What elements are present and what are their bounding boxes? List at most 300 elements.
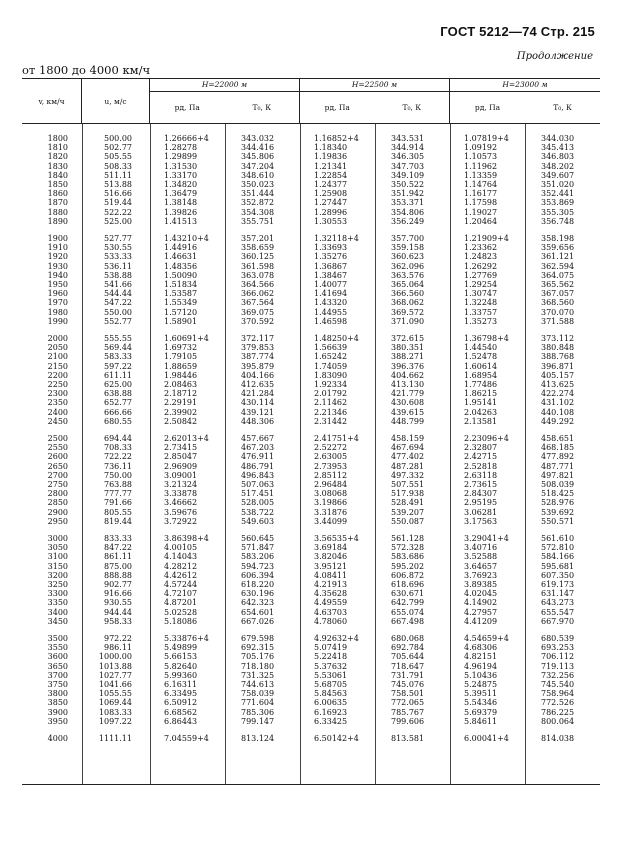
cell-t: 487.281 (391, 461, 425, 471)
cell-p: 1.25908 (314, 189, 348, 199)
cell-t: 758.501 (391, 689, 425, 699)
cell-p: 2.84307 (464, 489, 498, 499)
cell-p: 2.04263 (464, 407, 498, 417)
cell-t: 758.039 (241, 689, 275, 699)
cell-p: 5.69379 (464, 707, 498, 717)
cell-p: 2.52272 (314, 443, 348, 453)
cell-t: 528.976 (541, 498, 575, 508)
cell-t: 387.774 (241, 352, 275, 362)
cell-t: 772.526 (541, 698, 575, 708)
cell-p: 5.22418 (314, 652, 348, 662)
cell-u: 513.88 (104, 179, 132, 189)
row-block (22, 134, 600, 226)
table-row (22, 434, 600, 443)
table-header (22, 78, 600, 124)
cell-t: 550.087 (391, 516, 425, 526)
group-title: H=22000 м (150, 79, 299, 92)
cell-t: 486.791 (241, 461, 275, 471)
cell-t: 344.914 (391, 143, 425, 153)
cell-p: 4.96194 (464, 661, 498, 671)
cell-v: 1980 (47, 307, 68, 317)
cell-t: 693.253 (541, 643, 575, 653)
cell-t: 517.451 (241, 489, 275, 499)
table-row (22, 662, 600, 671)
cell-u: 791.66 (104, 498, 132, 508)
cell-p: 1.40077 (314, 279, 348, 289)
cell-u: 550.00 (104, 307, 132, 317)
cell-p: 5.53061 (314, 670, 348, 680)
cell-p: 1.44916 (164, 243, 198, 253)
cell-p: 1.09192 (464, 143, 498, 153)
cell-p: 1.24823 (464, 252, 498, 262)
table-row (22, 171, 600, 180)
cell-u: 986.11 (104, 643, 132, 653)
cell-t: 363.576 (391, 270, 425, 280)
table-row (22, 443, 600, 452)
cell-t: 365.562 (541, 279, 575, 289)
cell-p: 1.56639 (314, 343, 348, 353)
cell-t: 355.305 (541, 207, 575, 217)
table-row (22, 143, 600, 152)
cell-t: 507.063 (241, 479, 275, 489)
cell-u: 888.88 (104, 570, 132, 580)
cell-v: 2150 (47, 361, 68, 371)
table-row (22, 243, 600, 252)
cell-v: 3850 (47, 698, 68, 708)
cell-t: 364.075 (541, 270, 575, 280)
cell-p: 1.32248 (464, 298, 498, 308)
cell-t: 421.284 (241, 389, 275, 399)
cell-t: 813.581 (391, 734, 425, 743)
table-row (22, 652, 600, 661)
cell-t: 584.166 (541, 552, 575, 562)
page-number: Стр. 215 (540, 24, 595, 39)
cell-t: 771.604 (241, 698, 275, 708)
cell-v: 1850 (47, 179, 68, 189)
table-row (22, 698, 600, 707)
cell-u: 750.00 (104, 470, 132, 480)
cell-p: 2.96909 (164, 461, 198, 471)
cell-p: 2.21346 (314, 407, 348, 417)
cell-t: 396.871 (541, 361, 575, 371)
col-header-p: pд, Па (174, 103, 200, 112)
cell-p: 1.22854 (314, 170, 348, 180)
cell-t: 395.879 (241, 361, 275, 371)
cell-p: 4.68306 (464, 643, 498, 653)
cell-t: 595.681 (541, 561, 575, 571)
cell-p: 4.00105 (164, 543, 198, 553)
cell-t: 380.848 (541, 343, 575, 353)
cell-p: 1.83090 (314, 370, 348, 380)
cell-u: 502.77 (104, 143, 132, 153)
cell-t: 380.351 (391, 343, 425, 353)
cell-t: 561.610 (541, 534, 575, 543)
row-block (22, 434, 600, 526)
cell-u: 522.22 (104, 207, 132, 217)
table-row (22, 689, 600, 698)
group-header (300, 79, 450, 123)
cell-p: 5.24875 (464, 679, 498, 689)
cell-p: 3.95121 (314, 561, 348, 571)
cell-t: 745.076 (391, 679, 425, 689)
col-header-v: v, км/ч (22, 79, 82, 123)
cell-p: 3.29041+4 (464, 534, 509, 543)
cell-p: 3.64657 (464, 561, 498, 571)
cell-t: 365.064 (391, 279, 425, 289)
standard-number: ГОСТ 5212—74 (440, 24, 537, 39)
cell-p: 1.43210+4 (164, 234, 209, 243)
cell-p: 1.17598 (464, 198, 498, 208)
cell-v: 2500 (47, 434, 68, 443)
cell-t: 606.872 (391, 570, 425, 580)
cell-v: 1870 (47, 198, 68, 208)
cell-t: 814.038 (541, 734, 575, 743)
cell-t: 388.271 (391, 352, 425, 362)
cell-p: 1.98446 (164, 370, 198, 380)
cell-p: 4.57244 (164, 579, 198, 589)
cell-u: 530.55 (104, 243, 132, 253)
cell-t: 719.113 (541, 661, 575, 671)
cell-p: 6.33495 (164, 689, 198, 699)
cell-p: 1.74059 (314, 361, 348, 371)
cell-v: 2950 (47, 516, 68, 526)
cell-t: 356.748 (541, 216, 575, 226)
table-row (22, 262, 600, 271)
cell-p: 1.07819+4 (464, 134, 509, 143)
cell-t: 679.598 (241, 634, 275, 643)
cell-v: 3150 (47, 561, 68, 571)
cell-v: 3950 (47, 716, 68, 726)
cell-t: 362.096 (391, 261, 425, 271)
cell-t: 349.109 (391, 170, 425, 180)
cell-p: 1.57120 (164, 307, 198, 317)
table-row (22, 680, 600, 689)
cell-t: 631.147 (541, 589, 575, 599)
table-row (22, 717, 600, 726)
cell-p: 3.31876 (314, 507, 348, 517)
cell-u: 536.11 (104, 261, 132, 271)
table-row (22, 580, 600, 589)
cell-p: 2.73615 (464, 479, 498, 489)
cell-t: 642.323 (241, 598, 275, 608)
cell-p: 1.11962 (464, 161, 498, 171)
cell-t: 655.547 (541, 607, 575, 617)
cell-p: 1.21341 (314, 161, 348, 171)
cell-t: 369.075 (241, 307, 275, 317)
cell-u: 1013.88 (98, 661, 132, 671)
cell-t: 360.623 (391, 252, 425, 262)
cell-t: 458.159 (391, 434, 425, 443)
cell-p: 6.33425 (314, 716, 348, 726)
cell-p: 2.01792 (314, 389, 348, 399)
cell-p: 1.50090 (164, 270, 198, 280)
cell-p: 2.95195 (464, 498, 498, 508)
cell-p: 4.82151 (464, 652, 498, 662)
cell-t: 347.204 (241, 161, 275, 171)
cell-t: 413.625 (541, 379, 575, 389)
cell-p: 6.16311 (164, 679, 198, 689)
table-row (22, 671, 600, 680)
cell-u: 1097.22 (98, 716, 132, 726)
cell-t: 372.615 (391, 334, 425, 343)
cell-p: 1.36798+4 (464, 334, 509, 343)
col-header-p: pд, Па (324, 103, 350, 112)
cell-p: 6.86443 (164, 716, 198, 726)
cell-t: 477.892 (541, 452, 575, 462)
cell-p: 2.63005 (314, 452, 348, 462)
cell-t: 667.498 (391, 616, 425, 626)
cell-v: 2800 (47, 489, 68, 499)
cell-u: 638.88 (104, 389, 132, 399)
cell-t: 487.771 (541, 461, 575, 471)
cell-t: 458.651 (541, 434, 575, 443)
cell-p: 2.13581 (464, 416, 498, 426)
cell-v: 1960 (47, 289, 68, 299)
continuation-label: Продолжение (516, 51, 593, 62)
cell-v: 3350 (47, 598, 68, 608)
row-block (22, 634, 600, 726)
col-header-t: T₀, К (402, 103, 422, 112)
cell-p: 5.02528 (164, 607, 198, 617)
cell-t: 606.394 (241, 570, 275, 580)
cell-t: 655.074 (391, 607, 425, 617)
cell-p: 5.49899 (164, 643, 198, 653)
cell-t: 371.090 (391, 316, 425, 326)
cell-p: 1.92334 (314, 379, 348, 389)
cell-v: 1840 (47, 170, 68, 180)
cell-p: 1.28996 (314, 207, 348, 217)
cell-p: 1.35273 (464, 316, 498, 326)
cell-t: 476.911 (241, 452, 275, 462)
cell-v: 3900 (47, 707, 68, 717)
cell-p: 1.44955 (314, 307, 348, 317)
cell-p: 3.89385 (464, 579, 498, 589)
cell-p: 1.65242 (314, 352, 348, 362)
cell-t: 361.598 (241, 261, 275, 271)
cell-t: 594.723 (241, 561, 275, 571)
cell-u: 680.55 (104, 416, 132, 426)
cell-t: 508.039 (541, 479, 575, 489)
group-header (150, 79, 300, 123)
cell-v: 1950 (47, 279, 68, 289)
cell-u: 958.33 (104, 616, 132, 626)
cell-t: 350.522 (391, 179, 425, 189)
cell-t: 800.064 (541, 716, 575, 726)
cell-u: 722.22 (104, 452, 132, 462)
table-row (22, 271, 600, 280)
cell-t: 366.062 (241, 289, 275, 299)
cell-p: 3.09001 (164, 470, 198, 480)
cell-t: 467.694 (391, 443, 425, 453)
cell-p: 1.41513 (164, 216, 198, 226)
cell-t: 497.332 (391, 470, 425, 480)
cell-v: 1900 (47, 234, 68, 243)
cell-t: 351.942 (391, 189, 425, 199)
cell-v: 2450 (47, 416, 68, 426)
cell-p: 1.58901 (164, 316, 198, 326)
cell-t: 348.202 (541, 161, 575, 171)
cell-p: 5.66153 (164, 652, 198, 662)
cell-v: 3450 (47, 616, 68, 626)
cell-t: 354.308 (241, 207, 275, 217)
cell-v: 2550 (47, 443, 68, 453)
cell-t: 343.032 (241, 134, 275, 143)
cell-t: 607.350 (541, 570, 575, 580)
cell-v: 2650 (47, 461, 68, 471)
cell-p: 4.72107 (164, 589, 198, 599)
cell-t: 595.202 (391, 561, 425, 571)
cell-u: 583.33 (104, 352, 132, 362)
cell-u: 516.66 (104, 189, 132, 199)
cell-v: 2300 (47, 389, 68, 399)
cell-p: 4.35628 (314, 589, 348, 599)
cell-t: 370.070 (541, 307, 575, 317)
cell-t: 448.306 (241, 416, 275, 426)
cell-t: 561.128 (391, 534, 425, 543)
cell-p: 2.29191 (164, 398, 198, 408)
cell-t: 745.540 (541, 679, 575, 689)
cell-t: 706.112 (541, 652, 575, 662)
cell-v: 1820 (47, 152, 68, 162)
cell-v: 2250 (47, 379, 68, 389)
cell-p: 1.60691+4 (164, 334, 209, 343)
cell-v: 1990 (47, 316, 68, 326)
row-block (22, 334, 600, 426)
table-row (22, 234, 600, 243)
cell-p: 4.14902 (464, 598, 498, 608)
cell-t: 449.292 (541, 416, 575, 426)
cell-t: 361.121 (541, 252, 575, 262)
cell-u: 1083.33 (98, 707, 132, 717)
cell-t: 550.571 (541, 516, 575, 526)
cell-v: 1860 (47, 189, 68, 199)
group-title: H=22500 м (300, 79, 449, 92)
table-row (22, 552, 600, 561)
cell-u: 555.55 (104, 334, 132, 343)
cell-p: 1.19027 (464, 207, 498, 217)
cell-p: 3.21324 (164, 479, 198, 489)
cell-u: 552.77 (104, 316, 132, 326)
table-row (22, 334, 600, 343)
cell-p: 1.34820 (164, 179, 198, 189)
cell-t: 343.531 (391, 134, 425, 143)
cell-t: 667.970 (541, 616, 575, 626)
cell-t: 457.667 (241, 434, 275, 443)
cell-p: 1.27447 (314, 198, 348, 208)
cell-t: 440.108 (541, 407, 575, 417)
cell-t: 654.601 (241, 607, 275, 617)
cell-t: 744.613 (241, 679, 275, 689)
cell-t: 439.121 (241, 407, 275, 417)
cell-t: 358.198 (541, 234, 575, 243)
cell-p: 1.36867 (314, 261, 348, 271)
cell-t: 517.938 (391, 489, 425, 499)
cell-t: 549.603 (241, 516, 275, 526)
table-row (22, 452, 600, 461)
cell-p: 1.29254 (464, 279, 498, 289)
cell-u: 547.22 (104, 298, 132, 308)
cell-p: 1.55349 (164, 298, 198, 308)
cell-u: 541.66 (104, 279, 132, 289)
table-row (22, 343, 600, 352)
cell-t: 732.256 (541, 670, 575, 680)
table-row (22, 208, 600, 217)
cell-p: 1.53587 (164, 289, 198, 299)
cell-t: 405.157 (541, 370, 575, 380)
cell-p: 3.17563 (464, 516, 498, 526)
cell-p: 1.86215 (464, 389, 498, 399)
table-row (22, 189, 600, 198)
cell-p: 1.29899 (164, 152, 198, 162)
cell-u: 1069.44 (98, 698, 132, 708)
table-row (22, 352, 600, 361)
cell-t: 346.305 (391, 152, 425, 162)
cell-p: 6.50912 (164, 698, 198, 708)
cell-p: 1.30747 (464, 289, 498, 299)
table-row (22, 162, 600, 171)
cell-t: 680.539 (541, 634, 575, 643)
cell-p: 1.51834 (164, 279, 198, 289)
cell-t: 369.572 (391, 307, 425, 317)
cell-t: 507.551 (391, 479, 425, 489)
cell-t: 366.560 (391, 289, 425, 299)
cell-t: 422.274 (541, 389, 575, 399)
cell-p: 3.44099 (314, 516, 348, 526)
cell-p: 5.18086 (164, 616, 198, 626)
cell-p: 4.49559 (314, 598, 348, 608)
cell-u: 1055.55 (98, 689, 132, 699)
cell-t: 583.206 (241, 552, 275, 562)
cell-p: 2.63118 (464, 470, 498, 480)
cell-t: 359.656 (541, 243, 575, 253)
cell-p: 5.84611 (464, 716, 498, 726)
table-row (22, 617, 600, 626)
cell-p: 4.54659+4 (464, 634, 509, 643)
col-header-p: pд, Па (474, 103, 501, 112)
cell-p: 2.23096+4 (464, 434, 509, 443)
cell-p: 1.79105 (164, 352, 198, 362)
cell-v: 1970 (47, 298, 68, 308)
cell-p: 1.36479 (164, 189, 198, 199)
table-row (22, 298, 600, 307)
cell-v: 3400 (47, 607, 68, 617)
cell-v: 1810 (47, 143, 68, 153)
cell-t: 439.615 (391, 407, 425, 417)
table-row (22, 317, 600, 326)
cell-p: 1.16177 (464, 189, 498, 199)
cell-t: 467.203 (241, 443, 275, 453)
cell-t: 355.751 (241, 216, 275, 226)
table-row (22, 480, 600, 489)
cell-p: 5.10436 (464, 670, 498, 680)
cell-p: 4.28212 (164, 561, 198, 571)
cell-p: 4.63703 (314, 607, 348, 617)
cell-t: 363.078 (241, 270, 275, 280)
col-header-t: T₀, К (553, 103, 572, 112)
cell-t: 731.791 (391, 670, 425, 680)
cell-p: 1.23362 (464, 243, 498, 253)
cell-v: 3800 (47, 689, 68, 699)
cell-p: 3.69184 (314, 543, 348, 553)
cell-v: 2000 (47, 334, 68, 343)
table-row (22, 498, 600, 507)
cell-v: 2900 (47, 507, 68, 517)
table-row (22, 380, 600, 389)
cell-p: 1.60614 (464, 361, 498, 371)
cell-p: 5.37632 (314, 661, 348, 671)
cell-p: 1.24377 (314, 179, 348, 189)
cell-p: 1.43320 (314, 298, 348, 308)
